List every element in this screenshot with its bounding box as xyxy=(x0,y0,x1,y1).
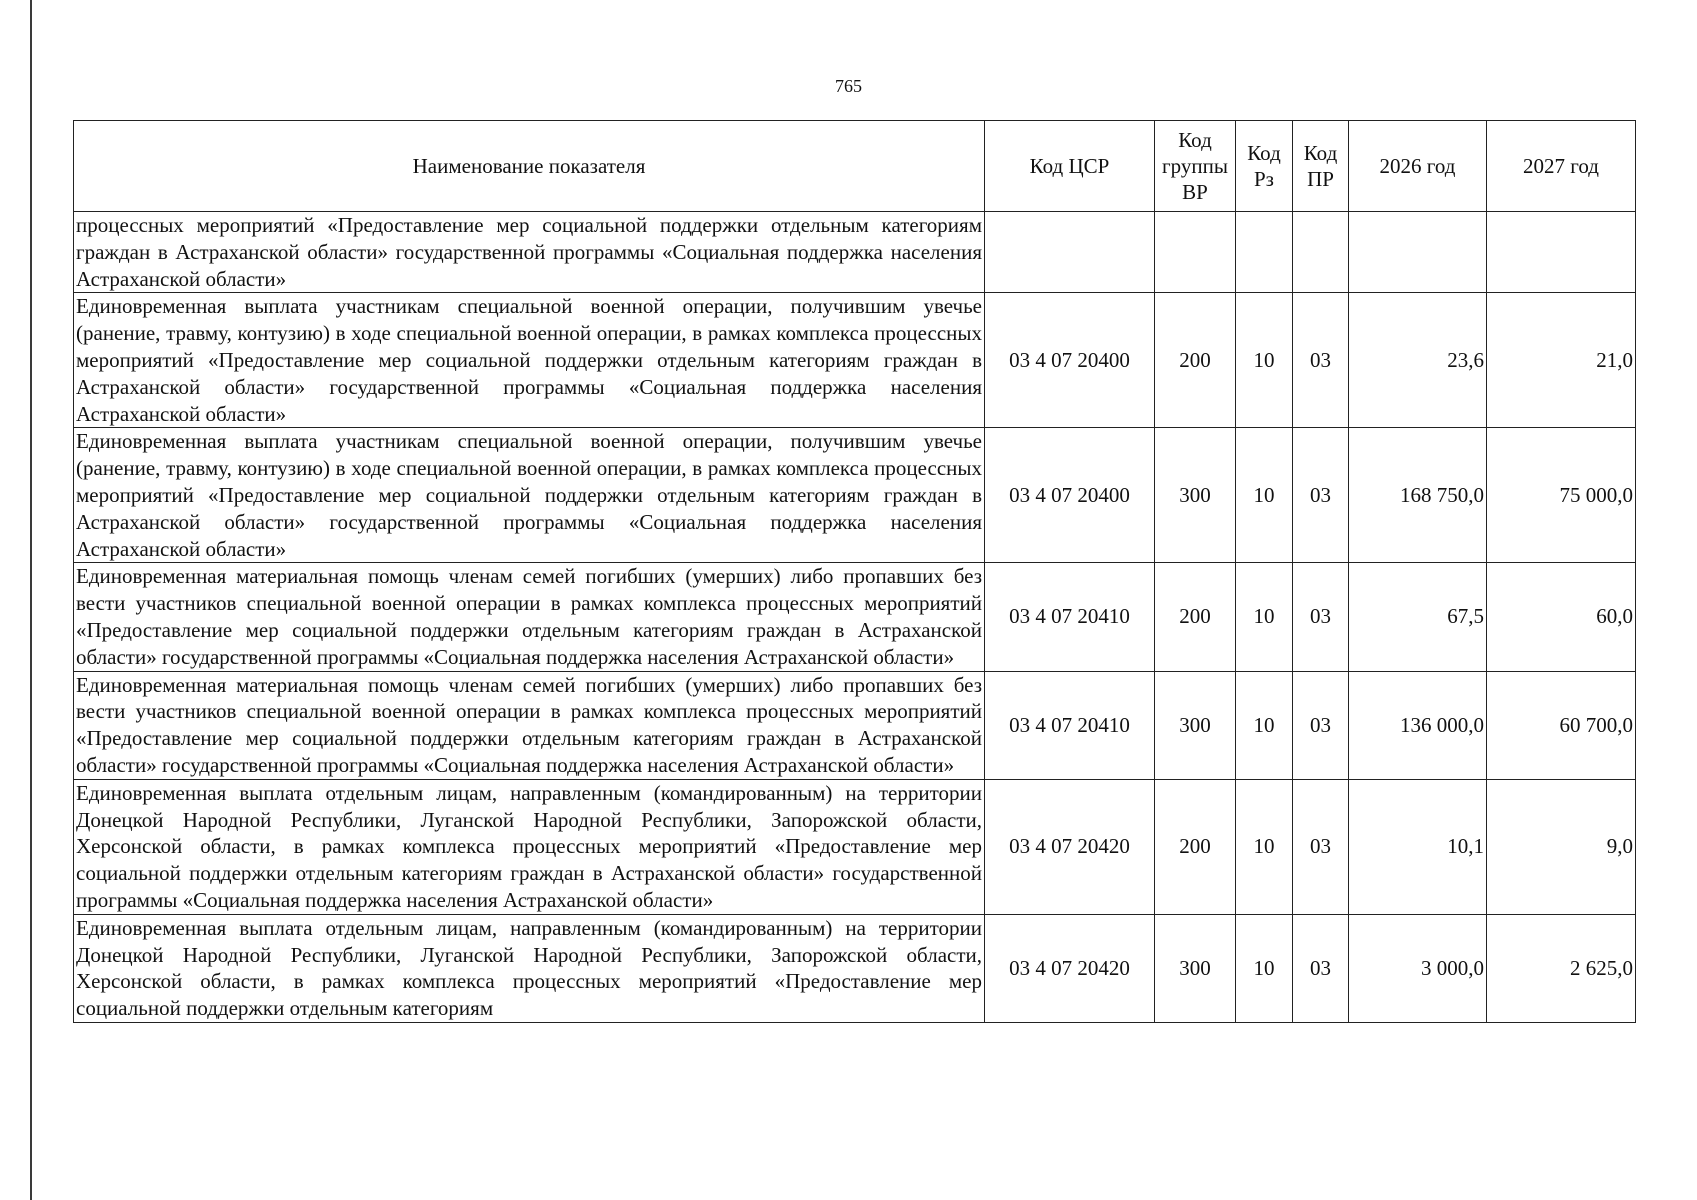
header-name: Наименование показателя xyxy=(74,121,985,212)
row-2026 xyxy=(1349,212,1487,293)
row-pr: 03 xyxy=(1293,428,1349,563)
binding-margin-line xyxy=(30,0,32,1200)
row-csr: 03 4 07 20400 xyxy=(985,293,1155,428)
row-name: Единовременная материальная помощь членам семей погибших (умерших) либо пропавших без вести участников специальной военной операции в рамках комплекса процессных мероприятий «Предоставление мер социальной поддержки отдельным категориям граждан в Астраханской области» государственной программы «Социальная поддержка населения Астраханской области» xyxy=(74,563,985,671)
table-row xyxy=(74,212,1636,293)
row-vr: 200 xyxy=(1155,293,1236,428)
row-2027: 21,0 xyxy=(1487,293,1636,428)
header-pr: Код ПР xyxy=(1293,121,1349,212)
row-pr: 03 xyxy=(1293,779,1349,914)
row-vr: 300 xyxy=(1155,914,1236,1022)
row-2027: 2 625,0 xyxy=(1487,914,1636,1022)
row-2026: 136 000,0 xyxy=(1349,671,1487,779)
row-rz xyxy=(1236,212,1293,293)
row-rz: 10 xyxy=(1236,779,1293,914)
row-csr: 03 4 07 20410 xyxy=(985,671,1155,779)
row-pr: 03 xyxy=(1293,293,1349,428)
row-2027: 75 000,0 xyxy=(1487,428,1636,563)
row-csr: 03 4 07 20410 xyxy=(985,563,1155,671)
row-name: процессных мероприятий «Предоставление мер социальной поддержки отдельным категориям граждан в Астраханской области» государственной программы «Социальная поддержка населения Астраханской области» xyxy=(74,212,985,293)
budget-table xyxy=(73,120,1636,1023)
row-csr xyxy=(985,212,1155,293)
table-row xyxy=(74,563,1636,671)
row-name: Единовременная выплата отдельным лицам, направленным (командированным) на территории Донецкой Народной Республики, Луганской Народной Республики, Запорожской области, Херсонской области, в рамках комплекса процессных мероприятий «Предоставление мер социальной поддержки отдельным категориям xyxy=(74,914,985,1022)
table-row xyxy=(74,671,1636,779)
row-2027: 60 700,0 xyxy=(1487,671,1636,779)
header-csr: Код ЦСР xyxy=(985,121,1155,212)
row-pr xyxy=(1293,212,1349,293)
row-2027 xyxy=(1487,212,1636,293)
header-2027: 2027 год xyxy=(1487,121,1636,212)
row-rz: 10 xyxy=(1236,428,1293,563)
row-2026: 168 750,0 xyxy=(1349,428,1487,563)
row-name: Единовременная материальная помощь членам семей погибших (умерших) либо пропавших без вести участников специальной военной операции в рамках комплекса процессных мероприятий «Предоставление мер социальной поддержки отдельным категориям граждан в Астраханской области» государственной программы «Социальная поддержка населения Астраханской области» xyxy=(74,671,985,779)
row-name: Единовременная выплата участникам специальной военной операции, получившим увечье (ранение, травму, контузию) в ходе специальной военной операции, в рамках комплекса процессных мероприятий «Предоставление мер социальной поддержки отдельным категориям граждан в Астраханской области» государственной программы «Социальная поддержка населения Астраханской области» xyxy=(74,428,985,563)
header-rz: Код Рз xyxy=(1236,121,1293,212)
table-row xyxy=(74,779,1636,914)
row-2026: 23,6 xyxy=(1349,293,1487,428)
row-pr: 03 xyxy=(1293,563,1349,671)
table-row xyxy=(74,428,1636,563)
row-vr: 300 xyxy=(1155,428,1236,563)
row-vr: 200 xyxy=(1155,779,1236,914)
page-number: 765 xyxy=(835,76,862,96)
row-name: Единовременная выплата отдельным лицам, направленным (командированным) на территории Донецкой Народной Республики, Луганской Народной Республики, Запорожской области, Херсонской области, в рамках комплекса процессных мероприятий «Предоставление мер социальной поддержки отдельным категориям граждан в Астраханской области» государственной программы «Социальная поддержка населения Астраханской области» xyxy=(74,779,985,914)
row-2026: 3 000,0 xyxy=(1349,914,1487,1022)
header-2026: 2026 год xyxy=(1349,121,1487,212)
header-vr: Код группы ВР xyxy=(1155,121,1236,212)
row-csr: 03 4 07 20420 xyxy=(985,914,1155,1022)
table-header-row xyxy=(74,121,1636,212)
row-vr xyxy=(1155,212,1236,293)
row-2027: 60,0 xyxy=(1487,563,1636,671)
row-csr: 03 4 07 20400 xyxy=(985,428,1155,563)
row-rz: 10 xyxy=(1236,914,1293,1022)
row-vr: 200 xyxy=(1155,563,1236,671)
row-2026: 67,5 xyxy=(1349,563,1487,671)
row-name: Единовременная выплата участникам специальной военной операции, получившим увечье (ранение, травму, контузию) в ходе специальной военной операции, в рамках комплекса процессных мероприятий «Предоставление мер социальной поддержки отдельным категориям граждан в Астраханской области» государственной программы «Социальная поддержка населения Астраханской области» xyxy=(74,293,985,428)
table-row xyxy=(74,293,1636,428)
row-vr: 300 xyxy=(1155,671,1236,779)
row-2026: 10,1 xyxy=(1349,779,1487,914)
row-rz: 10 xyxy=(1236,293,1293,428)
row-rz: 10 xyxy=(1236,671,1293,779)
table-row xyxy=(74,914,1636,1022)
row-pr: 03 xyxy=(1293,671,1349,779)
row-2027: 9,0 xyxy=(1487,779,1636,914)
row-csr: 03 4 07 20420 xyxy=(985,779,1155,914)
row-pr: 03 xyxy=(1293,914,1349,1022)
row-rz: 10 xyxy=(1236,563,1293,671)
